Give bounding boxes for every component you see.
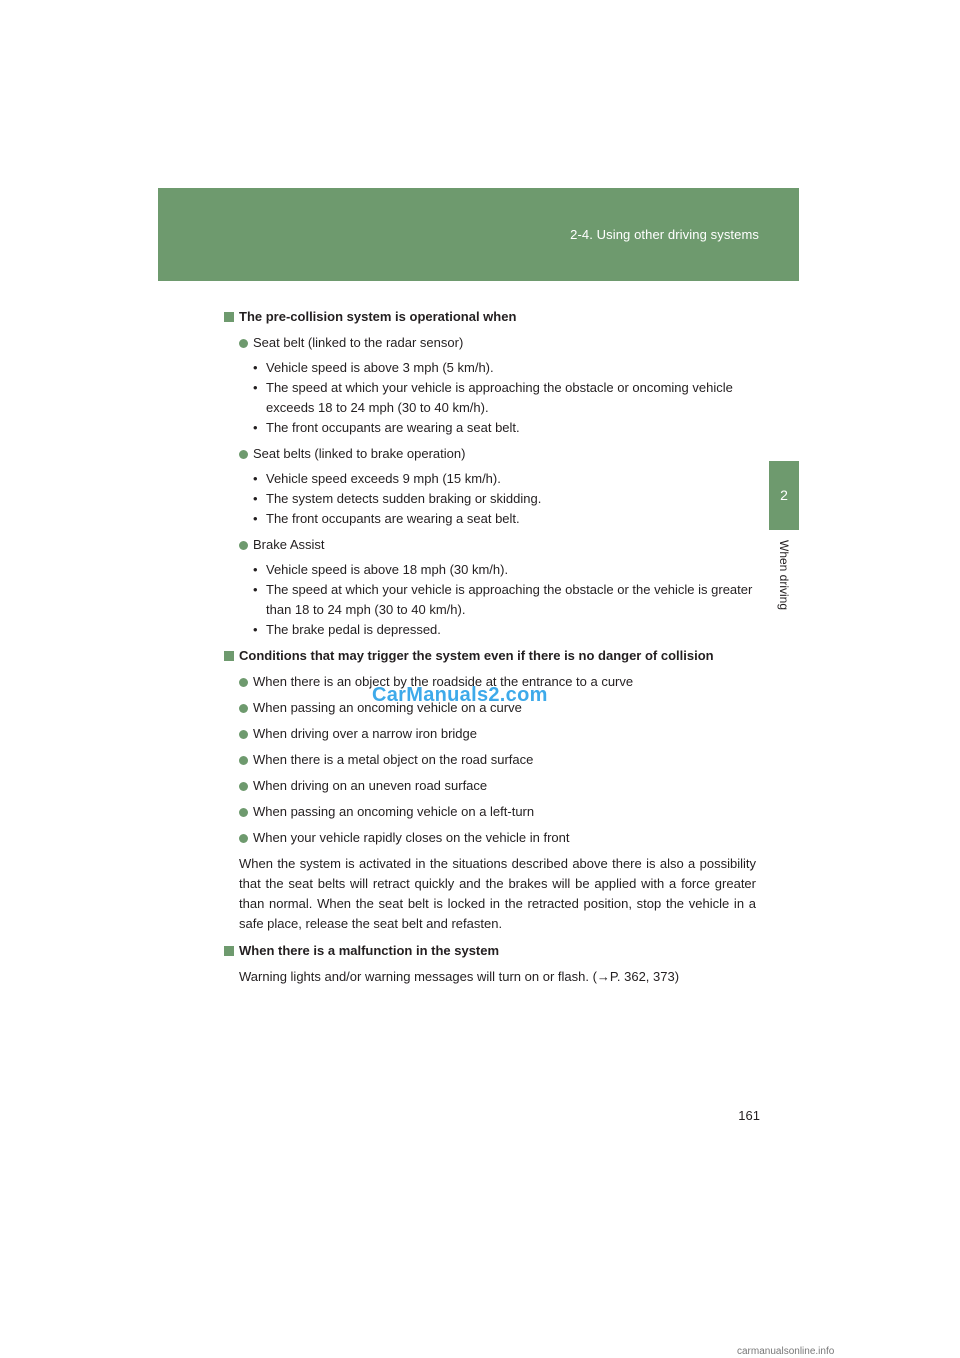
circle-bullet-icon bbox=[239, 834, 248, 843]
list-item: When driving on an uneven road surface bbox=[224, 776, 756, 796]
list-item: • The brake pedal is depressed. bbox=[253, 622, 441, 637]
circle-bullet-icon bbox=[239, 756, 248, 765]
bullet-brake-assist: Brake Assist bbox=[224, 535, 756, 555]
page-content bbox=[224, 307, 756, 987]
list-item: • The front occupants are wearing a seat belt. bbox=[253, 511, 520, 526]
bullet-seatbelt-brake: Seat belts (linked to brake operation) bbox=[224, 444, 756, 464]
footer-watermark[interactable]: carmanualsonline.info bbox=[737, 1346, 835, 1357]
square-bullet-icon bbox=[224, 312, 234, 322]
circle-bullet-icon bbox=[239, 730, 248, 739]
list-item: When passing an oncoming vehicle on a curve bbox=[224, 698, 756, 718]
list-item: • Vehicle speed is above 18 mph (30 km/h). bbox=[253, 562, 509, 577]
header-band bbox=[158, 188, 799, 281]
square-bullet-icon bbox=[224, 651, 234, 661]
chapter-label: When driving bbox=[777, 540, 791, 611]
list-item: • The speed at which your vehicle is approaching the obstacle or the vehicle is greater than 18 to 24 mph (30 to 40 km/h). bbox=[253, 582, 753, 617]
heading-conditions: Conditions that may trigger the system even if there is no danger of collision bbox=[224, 646, 756, 666]
list-item: When there is an object by the roadside at the entrance to a curve bbox=[224, 672, 756, 692]
heading-operational: The pre-collision system is operational when bbox=[224, 307, 756, 327]
circle-bullet-icon bbox=[239, 541, 248, 550]
explanation-paragraph: When the system is activated in the situations described above there is also a possibility that the seat belts will retract quickly and the brakes will be applied with a force greater than normal. When the seat belt is locked in the retracted position, stop the vehicle in a safe place, release the seat belt and refasten. bbox=[239, 856, 756, 931]
sub-list bbox=[224, 358, 756, 438]
page-number: 161 bbox=[738, 1108, 760, 1123]
heading-malfunction: When there is a malfunction in the system bbox=[224, 941, 756, 961]
section-title: 2-4. Using other driving systems bbox=[570, 227, 759, 242]
list-item: When passing an oncoming vehicle on a left-turn bbox=[224, 802, 756, 822]
list-item: • The system detects sudden braking or skidding. bbox=[253, 491, 542, 506]
sub-list bbox=[224, 469, 756, 529]
list-item: When your vehicle rapidly closes on the vehicle in front bbox=[224, 828, 756, 848]
watermark-text[interactable]: CarManuals2.com bbox=[372, 684, 548, 706]
chapter-tab[interactable]: 2 bbox=[769, 461, 799, 530]
list-item: • The front occupants are wearing a seat belt. bbox=[253, 420, 520, 435]
square-bullet-icon bbox=[224, 946, 234, 956]
circle-bullet-icon bbox=[239, 339, 248, 348]
malfunction-text: Warning lights and/or warning messages will turn on or flash. (→P. 362, 373) bbox=[239, 969, 680, 984]
list-item: • Vehicle speed is above 3 mph (5 km/h). bbox=[253, 360, 494, 375]
list-item: When there is a metal object on the road surface bbox=[224, 750, 756, 770]
circle-bullet-icon bbox=[239, 678, 248, 687]
circle-bullet-icon bbox=[239, 782, 248, 791]
list-item: When driving over a narrow iron bridge bbox=[224, 724, 756, 744]
circle-bullet-icon bbox=[239, 704, 248, 713]
bullet-seatbelt-radar: Seat belt (linked to the radar sensor) bbox=[224, 333, 756, 353]
sub-list bbox=[224, 560, 756, 640]
circle-bullet-icon bbox=[239, 808, 248, 817]
circle-bullet-icon bbox=[239, 450, 248, 459]
list-item: • Vehicle speed exceeds 9 mph (15 km/h). bbox=[253, 471, 501, 486]
list-item: • The speed at which your vehicle is approaching the obstacle or oncoming vehicle exceeds 18 to 24 mph (30 to 40 km/h). bbox=[253, 380, 733, 415]
